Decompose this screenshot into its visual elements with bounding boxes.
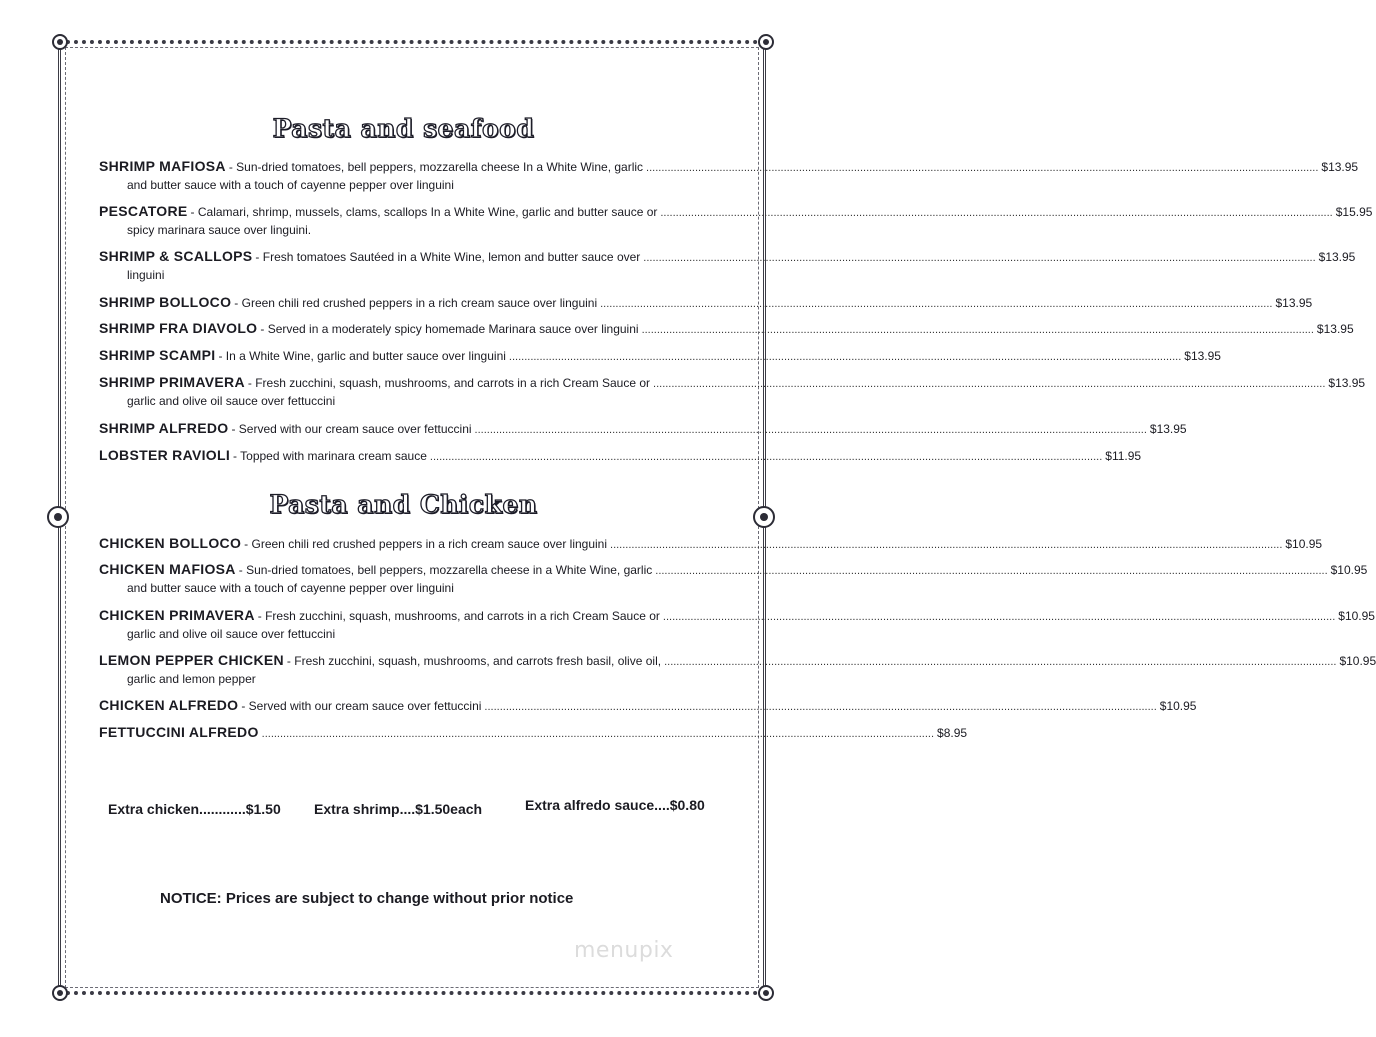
menu-item (99, 447, 1142, 463)
item-price: $10.95 (1338, 609, 1375, 623)
corner-ornament-bottom-left (52, 985, 68, 1001)
item-description: - Fresh zucchini, squash, mushrooms, and carrots fresh basil, olive oil, (286, 654, 662, 668)
menu-item (99, 320, 1354, 336)
item-description-continued: linguini (127, 268, 165, 282)
item-description: - Sun-dried tomatoes, bell peppers, mozzarella cheese In a White Wine, garlic (228, 160, 644, 174)
item-price: $13.95 (1149, 422, 1187, 436)
leader-dots (660, 207, 1332, 219)
item-name: CHICKEN BOLLOCO (99, 535, 242, 551)
extra-chicken: Extra chicken............$1.50 (108, 801, 281, 817)
item-name: SHRIMP ALFREDO (99, 420, 229, 436)
leader-dots (600, 298, 1272, 310)
item-description: - Green chili red crushed peppers in a rich cream sauce over linguini (244, 537, 608, 551)
item-description: - Served with our cream sauce over fettuccini (241, 699, 482, 713)
leader-dots (610, 539, 1282, 551)
item-price: $15.95 (1335, 205, 1373, 219)
item-price: $13.95 (1328, 376, 1366, 390)
item-name: CHICKEN PRIMAVERA (99, 607, 255, 623)
item-price: $13.95 (1321, 160, 1359, 174)
corner-ornament-bottom-right (758, 985, 774, 1001)
leader-dots (646, 162, 1318, 174)
item-name: CHICKEN MAFIOSA (99, 561, 236, 577)
item-description-continued: garlic and olive oil sauce over fettuccini (127, 627, 336, 641)
leader-dots (430, 451, 1102, 463)
item-price: $13.95 (1184, 349, 1221, 363)
item-name: LEMON PEPPER CHICKEN (99, 652, 284, 668)
item-description: - Served with our cream sauce over fettuccini (231, 422, 472, 436)
menu-item (99, 420, 1187, 436)
leader-dots (484, 701, 1156, 713)
menu-item (99, 697, 1197, 713)
item-description: - Green chili red crushed peppers in a rich cream sauce over linguini (234, 296, 598, 310)
menu-item (99, 374, 1366, 408)
item-description-continued: garlic and lemon pepper (127, 672, 256, 686)
section-title-chicken: Pasta and Chicken (269, 490, 538, 519)
item-description: - Fresh zucchini, squash, mushrooms, and carrots in a rich Cream Sauce or (247, 376, 651, 390)
leader-dots (663, 611, 1335, 623)
leader-dots (509, 351, 1181, 363)
item-name: PESCATORE (99, 203, 188, 219)
item-name: SHRIMP MAFIOSA (99, 158, 226, 174)
item-price: $10.95 (1339, 654, 1376, 668)
leader-dots (642, 324, 1314, 336)
menu-item (99, 248, 1356, 282)
item-name: SHRIMP BOLLOCO (99, 294, 232, 310)
item-price: $13.95 (1275, 296, 1313, 310)
item-description: - In a White Wine, garlic and butter sauce over linguini (218, 349, 506, 363)
item-name: SHRIMP SCAMPI (99, 347, 216, 363)
watermark: menupix (574, 938, 674, 963)
item-price: $11.95 (1105, 449, 1142, 463)
item-price: $13.95 (1318, 250, 1356, 264)
item-description-continued: spicy marinara sauce over linguini. (127, 223, 312, 237)
item-price: $10.95 (1159, 699, 1197, 713)
item-name: LOBSTER RAVIOLI (99, 447, 231, 463)
leader-dots (475, 424, 1147, 436)
price-notice: NOTICE: Prices are subject to change without prior notice (160, 890, 574, 907)
menu-item (99, 347, 1221, 363)
section-title-seafood: Pasta and seafood (272, 114, 535, 143)
item-name: SHRIMP PRIMAVERA (99, 374, 245, 390)
item-name: SHRIMP FRA DIAVOLO (99, 320, 258, 336)
item-description-continued: and butter sauce with a touch of cayenne pepper over linguini (127, 581, 454, 595)
menu-item (99, 158, 1359, 192)
item-name: FETTUCCINI ALFREDO (99, 724, 259, 740)
item-name: SHRIMP & SCALLOPS (99, 248, 253, 264)
item-description: - Fresh zucchini, squash, mushrooms, and carrots in a rich Cream Sauce or (257, 609, 660, 623)
item-price: $10.95 (1330, 563, 1368, 577)
menu-item (99, 535, 1323, 551)
extra-alfredo-sauce: Extra alfredo sauce....$0.80 (525, 797, 705, 813)
item-description: - Served in a moderately spicy homemade Marinara sauce over linguini (260, 322, 639, 336)
menu-item (99, 652, 1376, 686)
menu-item (99, 724, 968, 740)
corner-ornament-top-right (758, 34, 774, 50)
leader-dots (664, 656, 1336, 668)
menu-item (99, 561, 1368, 595)
item-description: - Sun-dried tomatoes, bell peppers, mozzarella cheese in a White Wine, garlic (238, 563, 653, 577)
item-description: - Topped with marinara cream sauce (233, 449, 427, 463)
leader-dots (643, 252, 1315, 264)
item-name: CHICKEN ALFREDO (99, 697, 239, 713)
corner-ornament-top-left (52, 34, 68, 50)
menu-item (99, 294, 1313, 310)
leader-dots (262, 728, 934, 740)
menu-item (99, 203, 1373, 237)
item-description: - Fresh tomatoes Sautéed in a White Wine, lemon and butter sauce over (255, 250, 641, 264)
leader-dots (655, 565, 1327, 577)
item-price: $13.95 (1316, 322, 1354, 336)
item-description-continued: garlic and olive oil sauce over fettuccini (127, 394, 336, 408)
item-description-continued: and butter sauce with a touch of cayenne pepper over linguini (127, 178, 454, 192)
extra-shrimp: Extra shrimp....$1.50each (314, 801, 483, 817)
item-description: - Calamari, shrimp, mussels, clams, scallops In a White Wine, garlic and butter sauce or (190, 205, 658, 219)
leader-dots (653, 378, 1325, 390)
item-price: $10.95 (1285, 537, 1323, 551)
item-price: $8.95 (937, 726, 968, 740)
menu-item (99, 607, 1375, 641)
